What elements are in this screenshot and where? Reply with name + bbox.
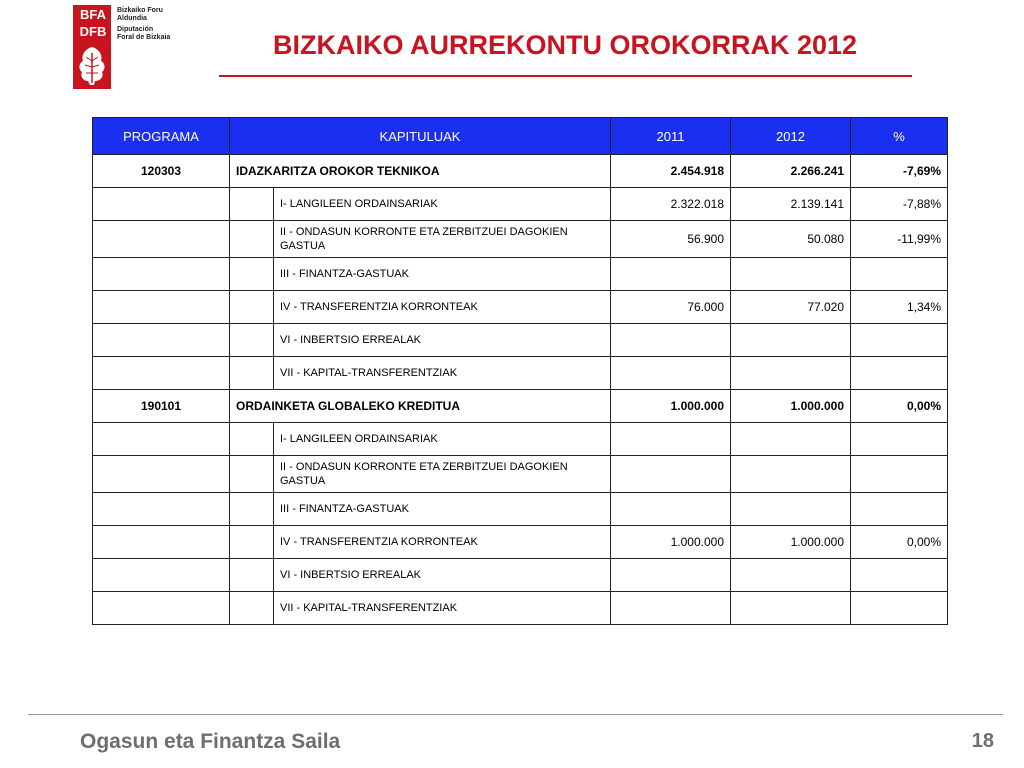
cell-2012: [731, 423, 851, 456]
table-row: [93, 357, 948, 390]
table-row: [93, 592, 948, 625]
cell-spacer: [230, 493, 274, 526]
cell-percent: [851, 493, 948, 526]
table-row: [93, 559, 948, 592]
table-row: [93, 493, 948, 526]
cell-spacer: [230, 456, 274, 493]
table-row: [93, 221, 948, 258]
table-row: [93, 258, 948, 291]
cell-2012: [731, 493, 851, 526]
table-row: [93, 423, 948, 456]
cell-2012: [731, 559, 851, 592]
cell-desc: II - ONDASUN KORRONTE ETA ZERBITZUEI DAGOKIEN GASTUA: [274, 221, 611, 258]
table-row: [93, 526, 948, 559]
cell-2011: [611, 423, 731, 456]
cell-spacer: [230, 357, 274, 390]
cell-2012: 50.080: [731, 221, 851, 258]
table-header-row: [93, 118, 948, 155]
logo-text: [117, 7, 187, 42]
cell-programa: [93, 324, 230, 357]
cell-2011: [611, 258, 731, 291]
logo-line: Aldundia: [117, 15, 147, 22]
cell-spacer: [230, 324, 274, 357]
footer-divider: [28, 714, 1003, 715]
table-row: [93, 291, 948, 324]
page-title: BIZKAIKO AURREKONTU OROKORRAK 2012: [272, 30, 858, 60]
cell-desc: VI - INBERTSIO ERREALAK: [274, 324, 611, 357]
page-number: 18: [971, 730, 994, 752]
cell-percent: [851, 324, 948, 357]
cell-2011: 1.000.000: [611, 526, 731, 559]
cell-2011: [611, 493, 731, 526]
cell-2011: 56.900: [611, 221, 731, 258]
table-row: [93, 324, 948, 357]
cell-desc: IV - TRANSFERENTZIA KORRONTEAK: [274, 526, 611, 559]
cell-programa: [93, 526, 230, 559]
bfa-dfb-logo: [73, 5, 183, 89]
header-kapituluak: KAPITULUAK: [230, 118, 611, 155]
cell-spacer: [230, 559, 274, 592]
cell-desc: IDAZKARITZA OROKOR TEKNIKOA: [230, 155, 611, 188]
cell-2011: [611, 559, 731, 592]
cell-percent: [851, 592, 948, 625]
cell-percent: [851, 423, 948, 456]
logo-line: Bizkaiko Foru: [117, 7, 163, 14]
cell-spacer: [230, 188, 274, 221]
title-underline: [219, 75, 912, 77]
cell-programa: [93, 456, 230, 493]
cell-2012: [731, 592, 851, 625]
cell-percent: 1,34%: [851, 291, 948, 324]
cell-2012: 1.000.000: [731, 526, 851, 559]
cell-spacer: [230, 592, 274, 625]
cell-desc: ORDAINKETA GLOBALEKO KREDITUA: [230, 390, 611, 423]
cell-spacer: [230, 291, 274, 324]
cell-percent: [851, 456, 948, 493]
budget-table: [92, 117, 948, 625]
cell-2011: 76.000: [611, 291, 731, 324]
cell-desc: I- LANGILEEN ORDAINSARIAK: [274, 423, 611, 456]
cell-2011: 2.454.918: [611, 155, 731, 188]
oak-leaf-icon: [75, 43, 109, 87]
cell-desc: I- LANGILEEN ORDAINSARIAK: [274, 188, 611, 221]
cell-2011: [611, 456, 731, 493]
cell-programa: [93, 291, 230, 324]
cell-2011: [611, 324, 731, 357]
cell-spacer: [230, 258, 274, 291]
cell-desc: III - FINANTZA-GASTUAK: [274, 493, 611, 526]
cell-2012: [731, 456, 851, 493]
cell-programa: [93, 559, 230, 592]
cell-desc: VII - KAPITAL-TRANSFERENTZIAK: [274, 357, 611, 390]
cell-percent: -11,99%: [851, 221, 948, 258]
cell-2012: [731, 324, 851, 357]
cell-desc: VII - KAPITAL-TRANSFERENTZIAK: [274, 592, 611, 625]
cell-percent: [851, 258, 948, 291]
logo-line: Foral de Bizkaia: [117, 34, 171, 41]
table-row: [93, 456, 948, 493]
cell-programa: [93, 258, 230, 291]
cell-spacer: [230, 526, 274, 559]
cell-programa: [93, 357, 230, 390]
cell-spacer: [230, 221, 274, 258]
cell-percent: [851, 357, 948, 390]
cell-percent: -7,88%: [851, 188, 948, 221]
cell-percent: [851, 559, 948, 592]
table-row: [93, 188, 948, 221]
cell-2012: [731, 258, 851, 291]
cell-spacer: [230, 423, 274, 456]
cell-2011: 1.000.000: [611, 390, 731, 423]
cell-2011: [611, 357, 731, 390]
cell-percent: 0,00%: [851, 390, 948, 423]
cell-programa: [93, 188, 230, 221]
cell-2011: 2.322.018: [611, 188, 731, 221]
cell-2012: [731, 357, 851, 390]
cell-percent: 0,00%: [851, 526, 948, 559]
cell-2012: 2.139.141: [731, 188, 851, 221]
cell-programa: 120303: [93, 155, 230, 188]
logo-badge: [73, 5, 111, 89]
cell-programa: 190101: [93, 390, 230, 423]
table-row: [93, 155, 948, 188]
cell-desc: VI - INBERTSIO ERREALAK: [274, 559, 611, 592]
logo-badge-top: BFA: [80, 7, 106, 22]
cell-2012: 2.266.241: [731, 155, 851, 188]
header-2012: 2012: [731, 118, 851, 155]
cell-desc: III - FINANTZA-GASTUAK: [274, 258, 611, 291]
cell-percent: -7,69%: [851, 155, 948, 188]
logo-line: Diputación: [117, 26, 154, 33]
header-2011: 2011: [611, 118, 731, 155]
cell-programa: [93, 423, 230, 456]
table-row: [93, 390, 948, 423]
logo-badge-bottom: DFB: [79, 24, 107, 39]
cell-programa: [93, 221, 230, 258]
cell-programa: [93, 592, 230, 625]
cell-2012: 77.020: [731, 291, 851, 324]
cell-2012: 1.000.000: [731, 390, 851, 423]
cell-desc: IV - TRANSFERENTZIA KORRONTEAK: [274, 291, 611, 324]
header-percent: %: [851, 118, 948, 155]
header-programa: PROGRAMA: [93, 118, 230, 155]
footer-department: Ogasun eta Finantza Saila: [80, 730, 341, 753]
cell-desc: II - ONDASUN KORRONTE ETA ZERBITZUEI DAGOKIEN GASTUA: [274, 456, 611, 493]
cell-programa: [93, 493, 230, 526]
cell-2011: [611, 592, 731, 625]
